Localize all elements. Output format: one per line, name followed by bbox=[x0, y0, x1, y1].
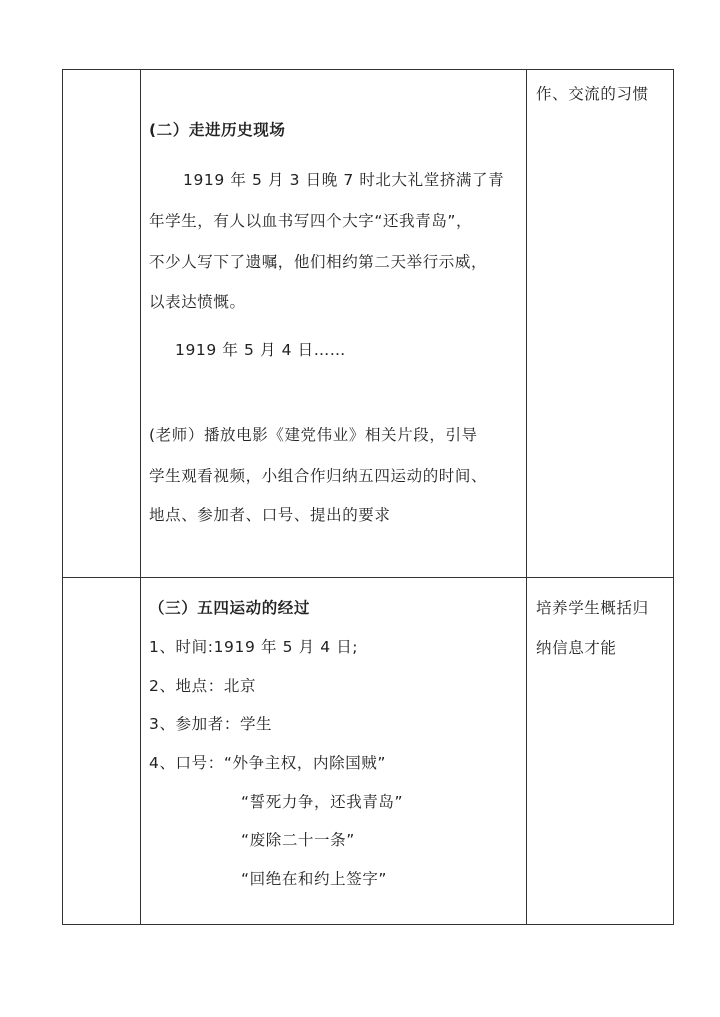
section-title: （三）五四运动的经过 bbox=[149, 599, 311, 617]
table-row bbox=[63, 578, 674, 925]
lesson-plan-table bbox=[62, 69, 674, 925]
slogan-line: “誓死力争，还我青岛” bbox=[241, 793, 404, 811]
content-cell bbox=[141, 578, 527, 925]
empty-cell bbox=[63, 578, 141, 925]
table-row bbox=[63, 70, 674, 578]
date-line: 1919 年 5 月 4 日…… bbox=[175, 341, 346, 359]
note-cell bbox=[527, 578, 674, 925]
empty-cell bbox=[63, 70, 141, 578]
note-text: 培养学生概括归 bbox=[536, 599, 649, 617]
note-text: 作、交流的习惯 bbox=[536, 85, 649, 103]
note-text: 纳信息才能 bbox=[536, 639, 617, 657]
teacher-line: 学生观看视频，小组合作归纳五四运动的时间、 bbox=[149, 467, 488, 485]
list-item: 3、参加者：学生 bbox=[149, 715, 273, 733]
slogan-line: “回绝在和约上签字” bbox=[241, 870, 388, 888]
list-item: 4、口号：“外争主权，内除国贼” bbox=[149, 754, 387, 772]
teacher-line: 地点、参加者、口号、提出的要求 bbox=[149, 506, 391, 524]
content-cell bbox=[141, 70, 527, 578]
teacher-line: (老师）播放电影《建党伟业》相关片段，引导 bbox=[149, 426, 478, 444]
paragraph-line: 1919 年 5 月 3 日晚 7 时北大礼堂挤满了青 bbox=[183, 171, 505, 189]
paragraph-line: 以表达愤慨。 bbox=[149, 293, 246, 311]
slogan-line: “废除二十一条” bbox=[241, 831, 355, 849]
section-title: (二）走进历史现场 bbox=[149, 121, 286, 139]
list-item: 2、地点：北京 bbox=[149, 677, 257, 695]
note-cell bbox=[527, 70, 674, 578]
list-item: 1、时间:1919 年 5 月 4 日; bbox=[149, 638, 359, 656]
paragraph-line: 年学生，有人以血书写四个大字“还我青岛”， bbox=[149, 212, 473, 230]
paragraph-line: 不少人写下了遗嘱，他们相约第二天举行示威， bbox=[149, 253, 488, 271]
